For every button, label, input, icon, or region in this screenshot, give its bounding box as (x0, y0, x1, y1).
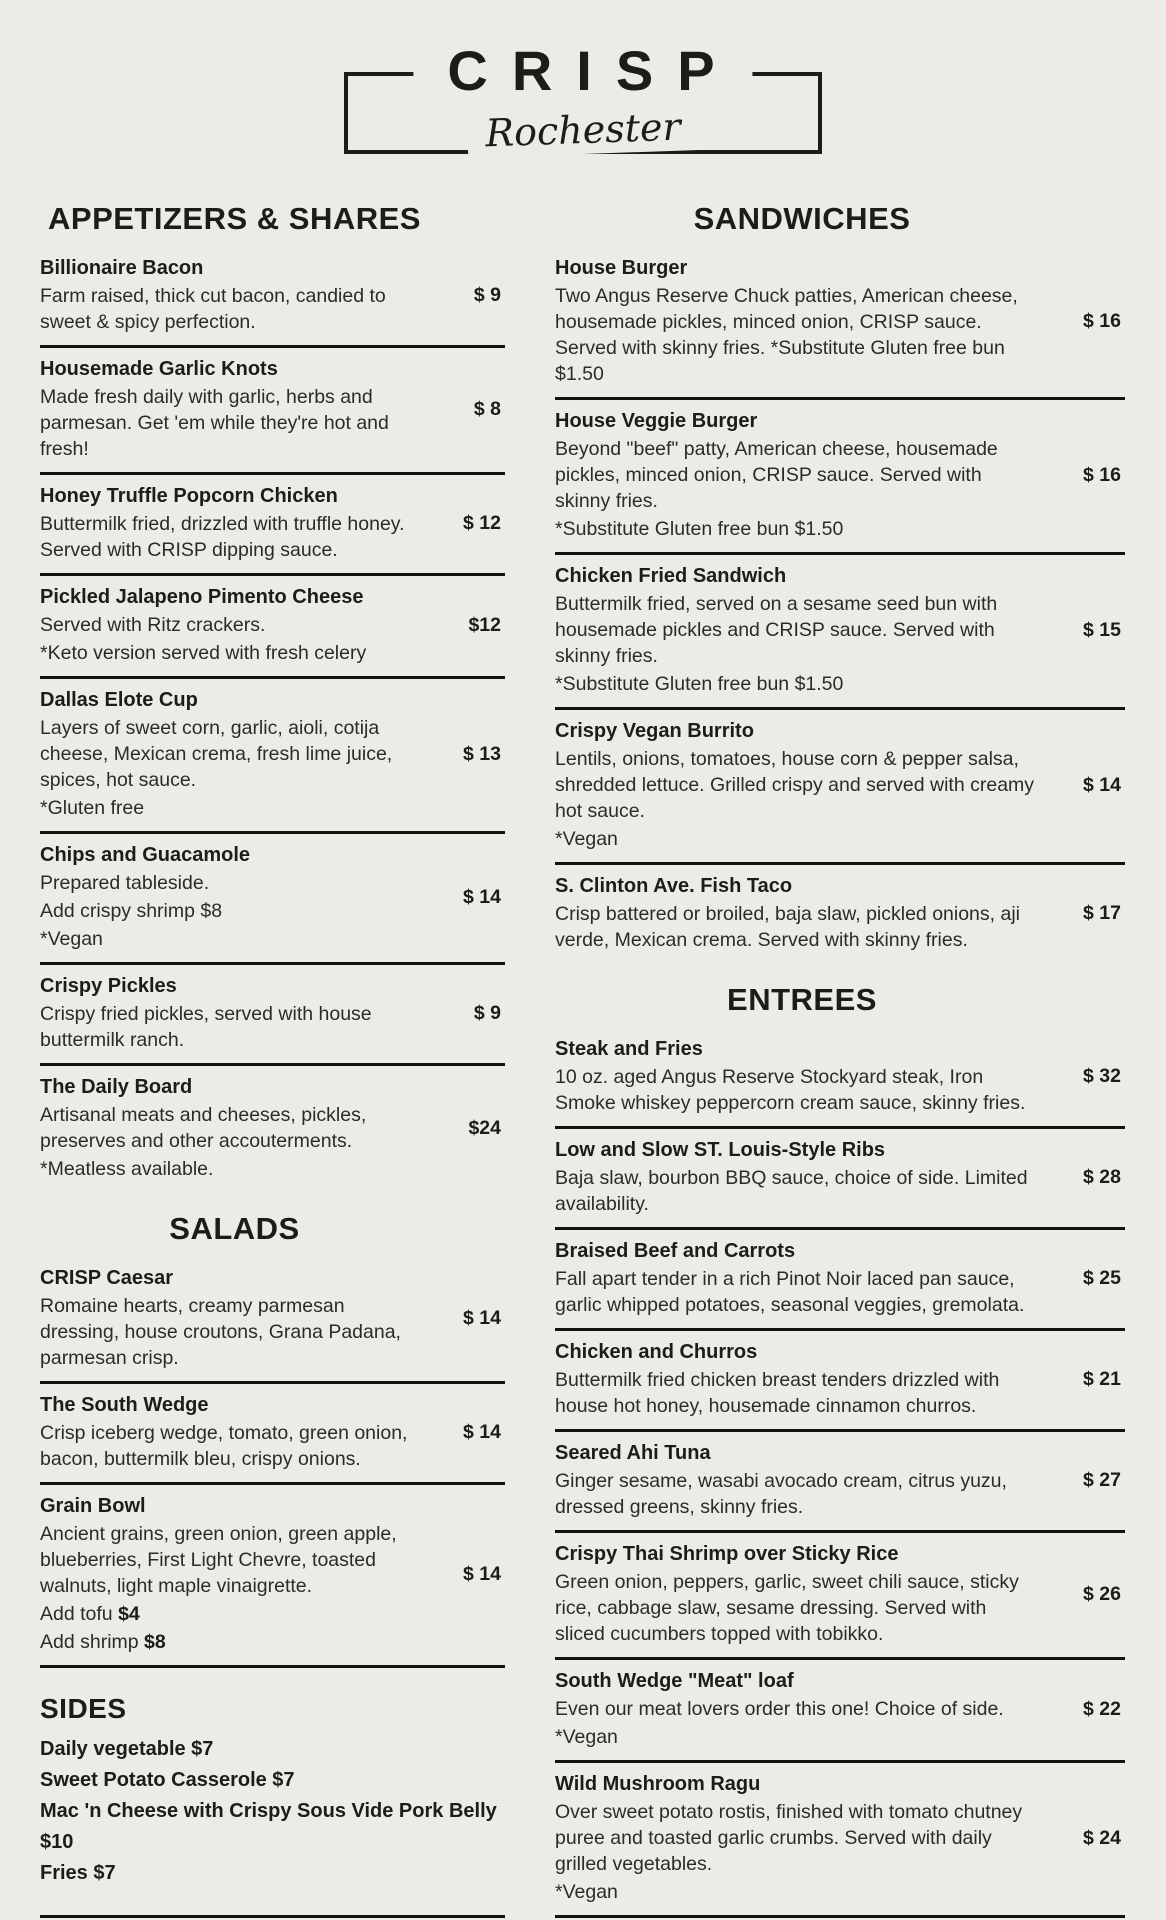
menu-item-body (555, 873, 1049, 953)
menu-item-body (40, 1074, 429, 1182)
item-name: Billionaire Bacon (40, 257, 204, 280)
menu-item-body (40, 973, 429, 1053)
menu-item (555, 1129, 1125, 1230)
menu-item-body (555, 1541, 1049, 1647)
item-name: House Burger (555, 257, 688, 280)
item-price: $ 14 (463, 1562, 501, 1585)
menu-item (555, 1230, 1125, 1331)
item-description-line: Artisanal meats and cheeses, pickles, preserves and other accouterments. (40, 1104, 367, 1153)
menu-item-body (555, 1036, 1049, 1116)
item-price: $ 25 (1083, 1266, 1121, 1289)
item-name: Crispy Pickles (40, 975, 177, 998)
item-price: $ 9 (473, 283, 501, 306)
item-name: Seared Ahi Tuna (555, 1442, 711, 1465)
menu-item (555, 1763, 1125, 1918)
item-description-line: Buttermilk fried chicken breast tenders drizzled with house hot honey, housemade cinnamon churros. (555, 1369, 1000, 1418)
section-heading: ENTREES (727, 982, 877, 1018)
item-description-line: *Meatless available. (40, 1158, 214, 1181)
item-price: $ 28 (1083, 1165, 1121, 1188)
menu-item-body (555, 408, 1049, 542)
item-description-line: Ancient grains, green onion, green apple, blueberries, First Light Chevre, toasted walnuts, light maple vinaigrette. (40, 1523, 397, 1598)
item-description-line: Two Angus Reserve Chuck patties, American cheese, housemade pickles, minced onion, CRISP sauce. Served with skinny fries. *Substitute Gluten free bun $1.50 (555, 285, 1018, 386)
item-price: $ 32 (1083, 1064, 1121, 1087)
menu-item-body (555, 718, 1049, 852)
side-item: Mac 'n Cheese with Crispy Sous Vide Pork Belly $10 (40, 1799, 497, 1853)
menu-item (40, 965, 505, 1066)
menu-item-body (40, 687, 429, 821)
menu-item-body (555, 1668, 1049, 1750)
item-name: South Wedge "Meat" loaf (555, 1670, 794, 1693)
menu-item (40, 1257, 505, 1384)
menu-item (555, 710, 1125, 865)
logo-subtitle: Rochester (467, 102, 700, 158)
item-price: $ 14 (463, 1420, 501, 1443)
menu-item (555, 865, 1125, 963)
section-heading: SIDES (40, 1693, 127, 1725)
menu-item (555, 1660, 1125, 1763)
item-name: Chicken Fried Sandwich (555, 565, 787, 588)
item-description-line: *Substitute Gluten free bun $1.50 (555, 518, 844, 541)
item-price: $ 17 (1083, 901, 1121, 924)
item-price: $ 26 (1083, 1582, 1121, 1605)
menu-item-body (555, 1137, 1049, 1217)
item-name: Chicken and Churros (555, 1341, 758, 1364)
item-name: Chips and Guacamole (40, 844, 251, 867)
item-price: $ 12 (463, 511, 501, 534)
menu-item-body (40, 1392, 429, 1472)
menu-item (40, 348, 505, 475)
menu-section (40, 1692, 505, 1918)
menu-item-body (555, 1339, 1049, 1419)
item-name: Grain Bowl (40, 1495, 146, 1518)
item-description-line: Served with Ritz crackers. (40, 614, 266, 637)
menu-item (555, 555, 1125, 710)
menu-item (40, 1485, 505, 1668)
menu-item-body (40, 483, 429, 563)
menu-item-body (40, 255, 429, 335)
item-description-line: *Keto version served with fresh celery (40, 642, 367, 665)
menu-item-body (555, 563, 1049, 697)
item-price: $ 9 (473, 1001, 501, 1024)
item-description-line: Baja slaw, bourbon BBQ sauce, choice of side. Limited availability. (555, 1167, 1028, 1216)
item-description-line: Crisp iceberg wedge, tomato, green onion, bacon, buttermilk bleu, crispy onions. (40, 1422, 408, 1471)
menu-item-body (40, 356, 429, 462)
menu-item (40, 1066, 505, 1192)
menu-page (0, 196, 1166, 1918)
right-column (555, 196, 1125, 1918)
item-name: Wild Mushroom Ragu (555, 1773, 761, 1796)
menu-item (555, 400, 1125, 555)
menu-item (555, 1432, 1125, 1533)
menu-item (40, 1384, 505, 1485)
item-name: The South Wedge (40, 1394, 209, 1417)
item-description-line: Layers of sweet corn, garlic, aioli, cotija cheese, Mexican crema, fresh lime juice, spices, hot sauce. (40, 717, 393, 792)
side-item: Sweet Potato Casserole $7 (40, 1768, 295, 1791)
menu-item (40, 576, 505, 679)
item-name: S. Clinton Ave. Fish Taco (555, 875, 793, 898)
item-name: Steak and Fries (555, 1038, 703, 1061)
item-description-line: 10 oz. aged Angus Reserve Stockyard steak, Iron Smoke whiskey peppercorn cream sauce, skinny fries. (555, 1066, 1026, 1115)
menu-item-body (555, 1238, 1049, 1318)
item-price: $ 14 (463, 1306, 501, 1329)
item-name: House Veggie Burger (555, 410, 758, 433)
item-price: $ 24 (1083, 1826, 1121, 1849)
item-name: The Daily Board (40, 1076, 193, 1099)
menu-item (40, 679, 505, 834)
menu-item-body (40, 1265, 429, 1371)
item-name: Crispy Vegan Burrito (555, 720, 754, 743)
menu-item (555, 1028, 1125, 1129)
menu-item-body (40, 842, 429, 952)
logo (344, 39, 822, 156)
menu-header (0, 0, 1166, 154)
item-description-line: *Substitute Gluten free bun $1.50 (555, 673, 844, 696)
menu-item (40, 247, 505, 348)
item-description-line: Crisp battered or broiled, baja slaw, pickled onions, aji verde, Mexican crema. Served with skinny fries. (555, 903, 1021, 952)
menu-item-body (555, 255, 1049, 387)
item-price: $ 16 (1083, 463, 1121, 486)
item-description-line: Made fresh daily with garlic, herbs and parmesan. Get 'em while they're hot and fresh! (40, 386, 389, 461)
item-description-line: Fall apart tender in a rich Pinot Noir laced pan sauce, garlic whipped potatoes, seasonal veggies, gremolata. (555, 1268, 1025, 1317)
menu-section (555, 200, 1125, 963)
section-heading: APPETIZERS & SHARES (48, 201, 421, 236)
item-price: $ 22 (1083, 1697, 1121, 1720)
side-item: Daily vegetable $7 (40, 1737, 214, 1760)
item-name: Crispy Thai Shrimp over Sticky Rice (555, 1543, 899, 1566)
item-name: Dallas Elote Cup (40, 689, 198, 712)
item-description-line: Add crispy shrimp $8 (40, 900, 223, 923)
item-name: Honey Truffle Popcorn Chicken (40, 485, 338, 508)
menu-section (555, 981, 1125, 1918)
menu-item-body (40, 584, 429, 666)
menu-item (40, 475, 505, 576)
item-description-line: Crispy fried pickles, served with house buttermilk ranch. (40, 1003, 372, 1052)
item-description-line: Add tofu $4 (40, 1603, 140, 1626)
menu-item (40, 834, 505, 965)
item-description-line: Prepared tableside. (40, 872, 210, 895)
item-description-line: Green onion, peppers, garlic, sweet chili sauce, sticky rice, cabbage slaw, sesame dressing. Served with sliced cucumbers topped with tobikko. (555, 1571, 1019, 1646)
menu-item (555, 1331, 1125, 1432)
section-heading: SANDWICHES (693, 201, 911, 236)
item-price: $ 14 (1083, 773, 1121, 796)
item-description-line: Romaine hearts, creamy parmesan dressing, house croutons, Grana Padana, parmesan crisp. (40, 1295, 401, 1370)
item-name: Low and Slow ST. Louis-Style Ribs (555, 1139, 886, 1162)
divider (40, 1915, 505, 1918)
item-price: $ 15 (1083, 618, 1121, 641)
item-price: $ 13 (463, 742, 501, 765)
item-price: $ 21 (1083, 1367, 1121, 1390)
item-price: $12 (468, 613, 501, 636)
menu-item-body (555, 1440, 1049, 1520)
menu-item (555, 247, 1125, 400)
item-name: Housemade Garlic Knots (40, 358, 278, 381)
item-description-line: Farm raised, thick cut bacon, candied to sweet & spicy perfection. (40, 285, 386, 334)
item-price: $ 27 (1083, 1468, 1121, 1491)
item-description-line: Buttermilk fried, drizzled with truffle honey. Served with CRISP dipping sauce. (40, 513, 405, 562)
item-description-line: Even our meat lovers order this one! Choice of side. (555, 1698, 1004, 1721)
item-price: $ 8 (473, 397, 501, 420)
item-description-line: Lentils, onions, tomatoes, house corn & pepper salsa, shredded lettuce. Grilled crispy and served with creamy hot sauce. (555, 748, 1035, 823)
item-description-line: Over sweet potato rostis, finished with tomato chutney puree and toasted garlic crumbs. Served with daily grilled vegetables. (555, 1801, 1023, 1876)
left-column (40, 196, 505, 1918)
menu-item-body (40, 1493, 429, 1655)
item-description-line: Buttermilk fried, served on a sesame seed bun with housemade pickles and CRISP sauce. Served with skinny fries. (555, 593, 998, 668)
item-name: CRISP Caesar (40, 1267, 174, 1290)
item-name: Pickled Jalapeno Pimento Cheese (40, 586, 364, 609)
menu-item-body (555, 1771, 1049, 1905)
item-name: Braised Beef and Carrots (555, 1240, 796, 1263)
menu-section (40, 200, 505, 1192)
menu-item (555, 1533, 1125, 1660)
logo-title: CRISP (413, 40, 752, 102)
section-heading: SALADS (169, 1211, 300, 1247)
item-description-line: *Vegan (555, 1726, 618, 1749)
item-price: $ 14 (463, 885, 501, 908)
item-description-line: Beyond "beef" patty, American cheese, housemade pickles, minced onion, CRISP sauce. Served with skinny fries. (555, 438, 998, 513)
item-description-line: *Vegan (555, 1881, 618, 1904)
item-description-line: *Vegan (40, 928, 103, 951)
item-description-line: *Gluten free (40, 797, 145, 820)
menu-section (40, 1210, 505, 1668)
item-description-line: Ginger sesame, wasabi avocado cream, citrus yuzu, dressed greens, skinny fries. (555, 1470, 1007, 1519)
item-description-line: Add shrimp $8 (40, 1631, 166, 1654)
side-item: Fries $7 (40, 1861, 116, 1884)
item-description-line: *Vegan (555, 828, 618, 851)
item-price: $ 16 (1083, 309, 1121, 332)
item-price: $24 (468, 1116, 501, 1139)
